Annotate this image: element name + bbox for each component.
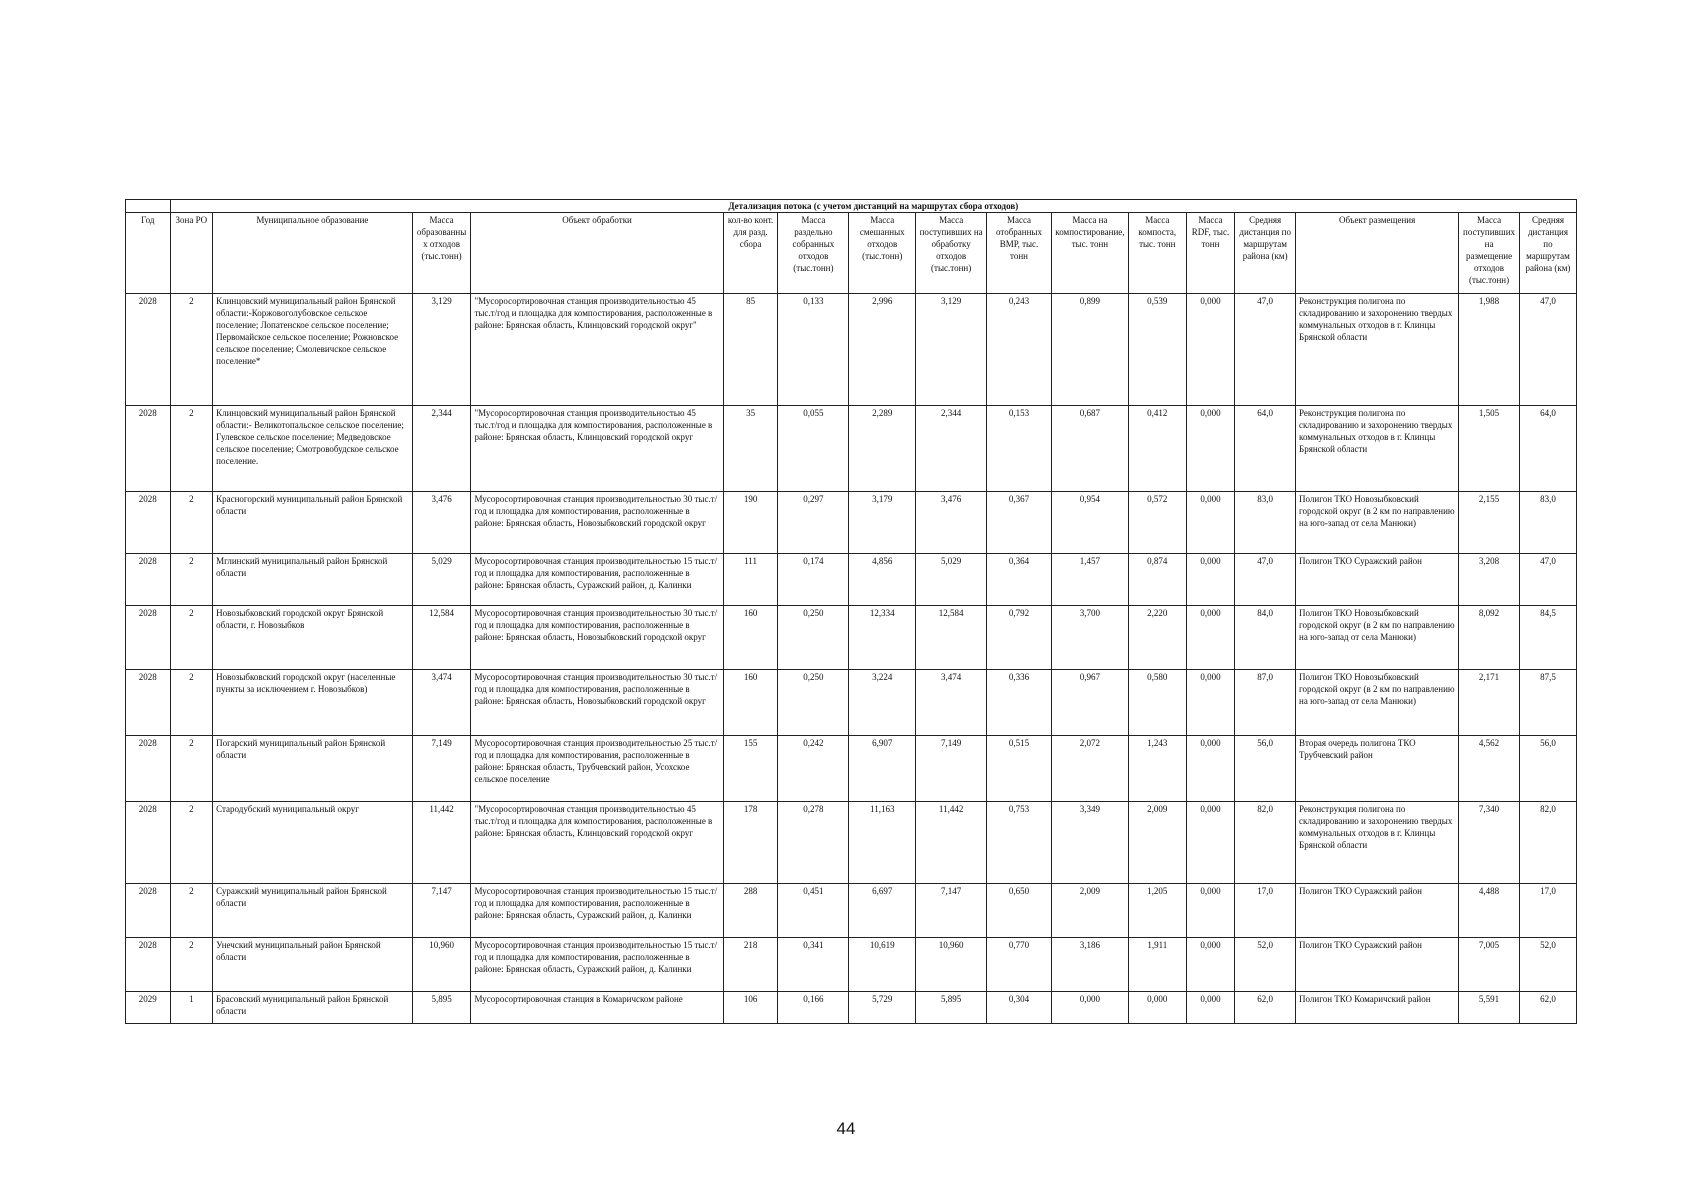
table-body bbox=[126, 294, 1577, 1024]
table-cell: Мусоросортировочная станция производительностью 15 тыс.т/год и площадка для компостирования, расположенные в районе: Брянская область, Суражский район, д. Калинки bbox=[471, 554, 723, 606]
table-row bbox=[126, 938, 1577, 992]
table-cell: 2,996 bbox=[849, 294, 916, 406]
table-cell: 0,792 bbox=[987, 606, 1052, 670]
table-cell: 0,000 bbox=[1186, 554, 1235, 606]
table-cell: 0,336 bbox=[987, 670, 1052, 736]
table-cell: 83,0 bbox=[1519, 492, 1576, 554]
table-cell: 12,584 bbox=[412, 606, 471, 670]
table-cell: 0,250 bbox=[778, 606, 849, 670]
table-cell: 0,297 bbox=[778, 492, 849, 554]
table-cell: 2028 bbox=[126, 294, 171, 406]
table-cell: 106 bbox=[723, 992, 778, 1024]
table-cell: Вторая очередь полигона ТКО Трубчевский район bbox=[1296, 736, 1459, 802]
table-cell: 47,0 bbox=[1235, 554, 1296, 606]
table-cell: 62,0 bbox=[1235, 992, 1296, 1024]
table-cell: 85 bbox=[723, 294, 778, 406]
table-cell: 4,562 bbox=[1459, 736, 1520, 802]
table-cell: 5,591 bbox=[1459, 992, 1520, 1024]
table-cell: 0,000 bbox=[1186, 802, 1235, 884]
table-cell: 2028 bbox=[126, 606, 171, 670]
table-cell: Стародубский муниципальный округ bbox=[213, 802, 413, 884]
table-cell: 2 bbox=[170, 736, 213, 802]
header-composting-mass: Масса на компостирование, тыс. тонн bbox=[1051, 213, 1128, 294]
table-cell: 2028 bbox=[126, 554, 171, 606]
header-waste-mass: Масса образованных отходов (тыс.тонн) bbox=[412, 213, 471, 294]
table-cell: 11,442 bbox=[412, 802, 471, 884]
table-cell: 2028 bbox=[126, 492, 171, 554]
table-cell: 64,0 bbox=[1235, 406, 1296, 492]
table-cell: 47,0 bbox=[1235, 294, 1296, 406]
table-cell: 35 bbox=[723, 406, 778, 492]
table-cell: 288 bbox=[723, 884, 778, 938]
table-cell: 1,505 bbox=[1459, 406, 1520, 492]
table-cell: 64,0 bbox=[1519, 406, 1576, 492]
table-cell: 10,619 bbox=[849, 938, 916, 992]
table-cell: 0,572 bbox=[1128, 492, 1186, 554]
header-disposal-facility: Объект размещения bbox=[1296, 213, 1459, 294]
table-cell: 1,243 bbox=[1128, 736, 1186, 802]
table-cell: 0,967 bbox=[1051, 670, 1128, 736]
table-cell: 56,0 bbox=[1519, 736, 1576, 802]
table-cell: 2,289 bbox=[849, 406, 916, 492]
header-disposal-distance: Средняя дистанция по маршрутам района (км) bbox=[1519, 213, 1576, 294]
table-cell: 2028 bbox=[126, 938, 171, 992]
table-cell: Суражский муниципальный район Брянской области bbox=[213, 884, 413, 938]
table-cell: Полигон ТКО Новозыбковский городской округ (в 2 км по направлению на юго-запад от села Манюки) bbox=[1296, 606, 1459, 670]
table-cell: 2,344 bbox=[412, 406, 471, 492]
table-cell: 87,5 bbox=[1519, 670, 1576, 736]
table-cell: 5,895 bbox=[916, 992, 987, 1024]
table-cell: 87,0 bbox=[1235, 670, 1296, 736]
table-cell: 0,242 bbox=[778, 736, 849, 802]
table-cell: 0,000 bbox=[1186, 670, 1235, 736]
table-cell: 84,0 bbox=[1235, 606, 1296, 670]
table-cell: 7,147 bbox=[916, 884, 987, 938]
table-row bbox=[126, 802, 1577, 884]
table-cell: Мглинский муниципальный район Брянской области bbox=[213, 554, 413, 606]
table-cell: 12,584 bbox=[916, 606, 987, 670]
page-number: 44 bbox=[836, 1119, 856, 1138]
table-cell: 0,133 bbox=[778, 294, 849, 406]
table-cell: Полигон ТКО Суражский район bbox=[1296, 554, 1459, 606]
table-cell: 7,147 bbox=[412, 884, 471, 938]
table-cell: 0,954 bbox=[1051, 492, 1128, 554]
table-cell: 3,474 bbox=[412, 670, 471, 736]
table-cell: 190 bbox=[723, 492, 778, 554]
table-cell: 0,243 bbox=[987, 294, 1052, 406]
table-cell: Клинцовский муниципальный район Брянской области:- Великотопальское сельское поселение; Гулевское сельское поселение; Медведовское сельское поселение; Смотровобудское сельское поселение. bbox=[213, 406, 413, 492]
waste-flow-table bbox=[125, 199, 1577, 1024]
table-cell: 56,0 bbox=[1235, 736, 1296, 802]
table-cell: 0,153 bbox=[987, 406, 1052, 492]
table-cell: 62,0 bbox=[1519, 992, 1576, 1024]
table-row bbox=[126, 992, 1577, 1024]
table-cell: 2,344 bbox=[916, 406, 987, 492]
table-cell: 3,349 bbox=[1051, 802, 1128, 884]
table-cell: 17,0 bbox=[1519, 884, 1576, 938]
table-cell: 1,457 bbox=[1051, 554, 1128, 606]
table-cell: Полигон ТКО Новозыбковский городской округ (в 2 км по направлению на юго-запад от села Манюки) bbox=[1296, 492, 1459, 554]
table-cell: 7,149 bbox=[916, 736, 987, 802]
table-cell: Мусоросортировочная станция производительностью 30 тыс.т/год и площадка для компостирования, расположенные в районе: Брянская область, Новозыбковский городской округ bbox=[471, 606, 723, 670]
table-caption: Детализация потока (с учетом дистанций на маршрутах сбора отходов) bbox=[170, 200, 1576, 213]
table-cell: 2,171 bbox=[1459, 670, 1520, 736]
table-cell: 47,0 bbox=[1519, 554, 1576, 606]
table-cell: 2 bbox=[170, 606, 213, 670]
table-cell: 2,155 bbox=[1459, 492, 1520, 554]
table-cell: 6,907 bbox=[849, 736, 916, 802]
header-vmr-mass: Масса отобранных ВМР, тыс. тонн bbox=[987, 213, 1052, 294]
table-cell: 2 bbox=[170, 406, 213, 492]
header-compost-mass: Масса компоста, тыс. тонн bbox=[1128, 213, 1186, 294]
table-cell: 2028 bbox=[126, 670, 171, 736]
table-cell: 0,055 bbox=[778, 406, 849, 492]
table-cell: "Мусоросортировочная станция производительностью 45 тыс.т/год и площадка для компостирования, расположенные в районе: Брянская область, Клинцовский городской округ bbox=[471, 802, 723, 884]
table-cell: Полигон ТКО Суражский район bbox=[1296, 938, 1459, 992]
table-cell: 4,488 bbox=[1459, 884, 1520, 938]
header-rdf-mass: Масса RDF, тыс. тонн bbox=[1186, 213, 1235, 294]
table-cell: 10,960 bbox=[916, 938, 987, 992]
table-cell: Мусоросортировочная станция производительностью 15 тыс.т/год и площадка для компостирования, расположенные в районе: Брянская область, Суражский район, д. Калинки bbox=[471, 884, 723, 938]
table-cell: 82,0 bbox=[1235, 802, 1296, 884]
table-row bbox=[126, 736, 1577, 802]
table-cell: Новозыбковский городской округ Брянской области, г. Новозыбков bbox=[213, 606, 413, 670]
table-cell: 7,005 bbox=[1459, 938, 1520, 992]
table-cell: Полигон ТКО Суражский район bbox=[1296, 884, 1459, 938]
table-cell: 0,000 bbox=[1186, 294, 1235, 406]
table-cell: 5,029 bbox=[412, 554, 471, 606]
table-cell: Красногорский муниципальный район Брянской области bbox=[213, 492, 413, 554]
header-zone: Зона РО bbox=[170, 213, 213, 294]
table-cell: Реконструкция полигона по складированию и захоронению твердых коммунальных отходов в г. Клинцы Брянской области bbox=[1296, 294, 1459, 406]
table-cell: 2,009 bbox=[1051, 884, 1128, 938]
table-cell: 2028 bbox=[126, 884, 171, 938]
table-cell: 0,000 bbox=[1051, 992, 1128, 1024]
table-cell: Мусоросортировочная станция в Комаричском районе bbox=[471, 992, 723, 1024]
table-cell: 2 bbox=[170, 802, 213, 884]
table-cell: 3,224 bbox=[849, 670, 916, 736]
table-cell: 2 bbox=[170, 938, 213, 992]
table-cell: 0,770 bbox=[987, 938, 1052, 992]
table-cell: 0,364 bbox=[987, 554, 1052, 606]
table-cell: Мусоросортировочная станция производительностью 30 тыс.т/год и площадка для компостирования, расположенные в районе: Брянская область, Новозыбковский городской округ bbox=[471, 670, 723, 736]
table-cell: Мусоросортировочная станция производительностью 30 тыс.т/год и площадка для компостирования, расположенные в районе: Брянская область, Новозыбковский городской округ bbox=[471, 492, 723, 554]
table-row bbox=[126, 492, 1577, 554]
table-cell: 1 bbox=[170, 992, 213, 1024]
table-cell: 52,0 bbox=[1235, 938, 1296, 992]
table-cell: 52,0 bbox=[1519, 938, 1576, 992]
table-cell: 3,476 bbox=[916, 492, 987, 554]
table-cell: Мусоросортировочная станция производительностью 25 тыс.т/год и площадка для компостирования, расположенные в районе: Брянская область, Трубчевский район, Усохское сельское поселение bbox=[471, 736, 723, 802]
table-cell: 11,442 bbox=[916, 802, 987, 884]
table-cell: 178 bbox=[723, 802, 778, 884]
data-sheet bbox=[125, 199, 1577, 1024]
table-cell: 2 bbox=[170, 294, 213, 406]
table-row bbox=[126, 554, 1577, 606]
table-cell: 17,0 bbox=[1235, 884, 1296, 938]
table-cell: 83,0 bbox=[1235, 492, 1296, 554]
table-cell: Полигон ТКО Комаричский район bbox=[1296, 992, 1459, 1024]
table-cell: 0,304 bbox=[987, 992, 1052, 1024]
table-cell: 160 bbox=[723, 670, 778, 736]
table-cell: 2,009 bbox=[1128, 802, 1186, 884]
table-cell: 3,208 bbox=[1459, 554, 1520, 606]
table-cell: 0,580 bbox=[1128, 670, 1186, 736]
table-cell: 1,205 bbox=[1128, 884, 1186, 938]
table-cell: 2 bbox=[170, 554, 213, 606]
table-cell: 0,174 bbox=[778, 554, 849, 606]
table-cell: 3,186 bbox=[1051, 938, 1128, 992]
header-year: Год bbox=[126, 213, 171, 294]
table-cell: 155 bbox=[723, 736, 778, 802]
table-cell: 111 bbox=[723, 554, 778, 606]
table-cell: 0,278 bbox=[778, 802, 849, 884]
table-cell: 3,474 bbox=[916, 670, 987, 736]
table-cell: 2,072 bbox=[1051, 736, 1128, 802]
table-cell: 0,753 bbox=[987, 802, 1052, 884]
table-cell: 4,856 bbox=[849, 554, 916, 606]
table-cell: 0,650 bbox=[987, 884, 1052, 938]
table-cell: Брасовский муниципальный район Брянской области bbox=[213, 992, 413, 1024]
table-cell: 0,874 bbox=[1128, 554, 1186, 606]
table-cell: 47,0 bbox=[1519, 294, 1576, 406]
table-cell: Унечский муниципальный район Брянской области bbox=[213, 938, 413, 992]
table-cell: 2028 bbox=[126, 736, 171, 802]
table-cell: 0,341 bbox=[778, 938, 849, 992]
table-cell: 2 bbox=[170, 492, 213, 554]
table-cell: 82,0 bbox=[1519, 802, 1576, 884]
table-cell: 3,179 bbox=[849, 492, 916, 554]
table-cell: 12,334 bbox=[849, 606, 916, 670]
table-header-row bbox=[126, 213, 1577, 294]
table-cell: 0,166 bbox=[778, 992, 849, 1024]
table-row bbox=[126, 670, 1577, 736]
table-cell: 2029 bbox=[126, 992, 171, 1024]
header-container-count: кол-во конт. для разд. сбора bbox=[723, 213, 778, 294]
header-avg-distance: Средняя дистанция по маршрутам района (км) bbox=[1235, 213, 1296, 294]
table-cell: 3,129 bbox=[916, 294, 987, 406]
table-cell: Погарский муниципальный район Брянской области bbox=[213, 736, 413, 802]
table-cell: 0,412 bbox=[1128, 406, 1186, 492]
header-disposal-mass: Масса поступивших на размещение отходов (тыс.тонн) bbox=[1459, 213, 1520, 294]
table-cell: 0,000 bbox=[1186, 992, 1235, 1024]
table-cell: 0,687 bbox=[1051, 406, 1128, 492]
table-cell: 1,911 bbox=[1128, 938, 1186, 992]
table-cell: 0,451 bbox=[778, 884, 849, 938]
table-cell: Реконструкция полигона по складированию и захоронению твердых коммунальных отходов в г. Клинцы Брянской области bbox=[1296, 802, 1459, 884]
table-cell: 0,367 bbox=[987, 492, 1052, 554]
table-row bbox=[126, 406, 1577, 492]
table-row bbox=[126, 294, 1577, 406]
table-cell: 0,000 bbox=[1128, 992, 1186, 1024]
table-cell: 2028 bbox=[126, 406, 171, 492]
table-cell: 11,163 bbox=[849, 802, 916, 884]
table-cell: 5,029 bbox=[916, 554, 987, 606]
table-cell: 84,5 bbox=[1519, 606, 1576, 670]
table-cell: 5,729 bbox=[849, 992, 916, 1024]
table-cell: 0,000 bbox=[1186, 736, 1235, 802]
table-cell: 0,000 bbox=[1186, 492, 1235, 554]
table-cell: 0,515 bbox=[987, 736, 1052, 802]
table-cell: 0,899 bbox=[1051, 294, 1128, 406]
table-row bbox=[126, 606, 1577, 670]
table-cell: 3,129 bbox=[412, 294, 471, 406]
table-cell: "Мусоросортировочная станция производительностью 45 тыс.т/год и площадка для компостирования, расположенные в районе: Брянская область, Клинцовский городской округ bbox=[471, 406, 723, 492]
table-cell: 2 bbox=[170, 884, 213, 938]
table-cell: 2 bbox=[170, 670, 213, 736]
table-cell: 160 bbox=[723, 606, 778, 670]
table-cell: Мусоросортировочная станция производительностью 15 тыс.т/год и площадка для компостирования, расположенные в районе: Брянская область, Суражский район, д. Калинки bbox=[471, 938, 723, 992]
table-cell: 0,250 bbox=[778, 670, 849, 736]
table-cell: 1,988 bbox=[1459, 294, 1520, 406]
table-cell: 2,220 bbox=[1128, 606, 1186, 670]
table-cell: 6,697 bbox=[849, 884, 916, 938]
table-cell: 5,895 bbox=[412, 992, 471, 1024]
table-cell: 0,000 bbox=[1186, 606, 1235, 670]
table-cell: 0,000 bbox=[1186, 406, 1235, 492]
table-cell: 0,000 bbox=[1186, 884, 1235, 938]
table-cell: 8,092 bbox=[1459, 606, 1520, 670]
table-cell: 0,000 bbox=[1186, 938, 1235, 992]
table-cell: 7,340 bbox=[1459, 802, 1520, 884]
table-cell: 3,700 bbox=[1051, 606, 1128, 670]
table-cell: 7,149 bbox=[412, 736, 471, 802]
header-processed-mass: Масса поступивших на обработку отходов (тыс.тонн) bbox=[916, 213, 987, 294]
table-cell: Клинцовский муниципальный район Брянской области:-Коржовоголубовское сельское поселение; Лопатенское сельское поселение; Первомайское сельское поселение; Рожновское сельское поселение; Смолевичское сельское поселение* bbox=[213, 294, 413, 406]
table-cell: 218 bbox=[723, 938, 778, 992]
table-cell: 2028 bbox=[126, 802, 171, 884]
table-cell: "Мусоросортировочная станция производительностью 45 тыс.т/год и площадка для компостирования, расположенные в районе: Брянская область, Клинцовский городской округ" bbox=[471, 294, 723, 406]
table-row bbox=[126, 884, 1577, 938]
header-municipality: Муниципальное образование bbox=[213, 213, 413, 294]
table-cell: Реконструкция полигона по складированию и захоронению твердых коммунальных отходов в г. Клинцы Брянской области bbox=[1296, 406, 1459, 492]
table-cell: 10,960 bbox=[412, 938, 471, 992]
header-separate-mass: Масса раздельно собранных отходов (тыс.тонн) bbox=[778, 213, 849, 294]
table-cell: 0,539 bbox=[1128, 294, 1186, 406]
header-mixed-mass: Масса смешанных отходов (тыс.тонн) bbox=[849, 213, 916, 294]
table-cell: Полигон ТКО Новозыбковский городской округ (в 2 км по направлению на юго-запад от села Манюки) bbox=[1296, 670, 1459, 736]
table-cell: Новозыбковский городской округ (населенные пункты за исключением г. Новозыбков) bbox=[213, 670, 413, 736]
table-cell: 3,476 bbox=[412, 492, 471, 554]
header-processing-facility: Объект обработки bbox=[471, 213, 723, 294]
